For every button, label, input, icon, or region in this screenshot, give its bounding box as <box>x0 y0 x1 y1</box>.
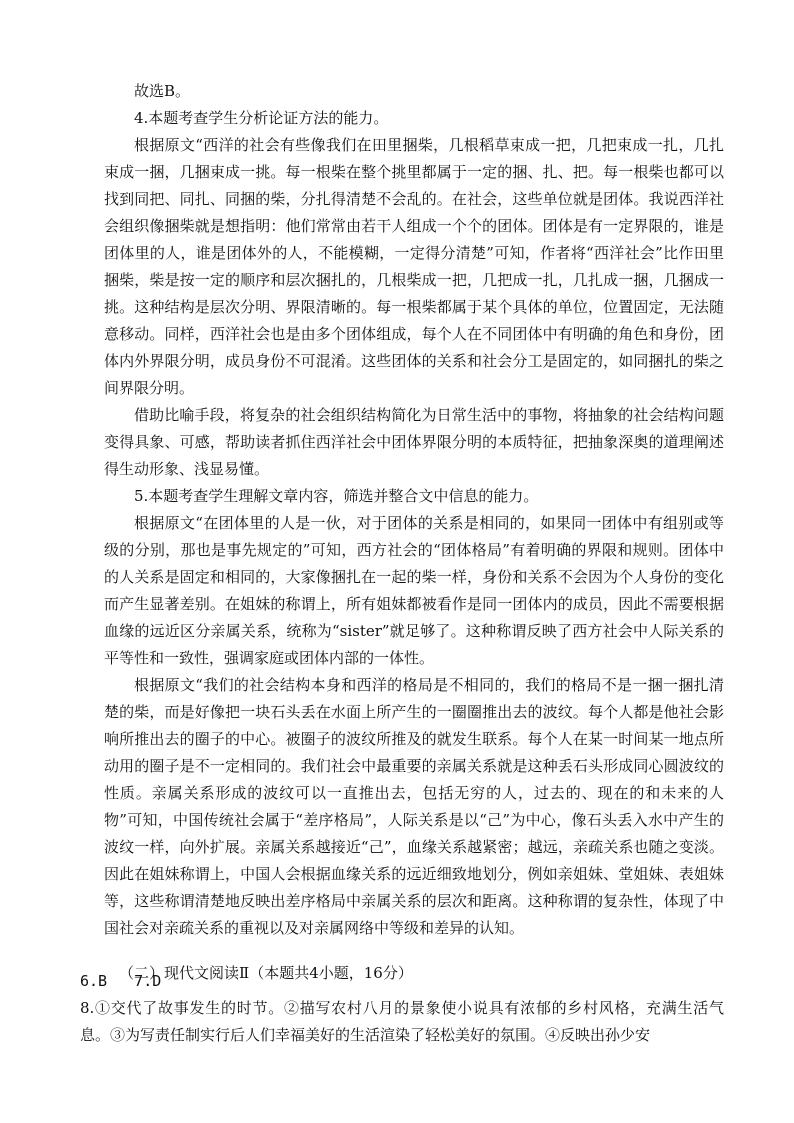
question-5-heading: 5.本题考查学生理解文章内容，筛选并整合文中信息的能力。 <box>134 487 539 505</box>
question-4-summary: 借助比喻手段，将复杂的社会组织结构简化为日常生活中的事物，将抽象的社会结构问题变得具象、可感，帮助读者抓住西洋社会中团体界限分明的本质特征，把抽象深奥的道理阐述得生动形象、浅显易懂。 <box>104 406 724 478</box>
document-body <box>104 78 724 987</box>
paragraph-conclusion-3: 故选B。 <box>134 82 191 100</box>
section-heading-reading-2: （二）现代文阅读Ⅱ（本题共4小题，16分） <box>119 964 413 982</box>
question-5-analysis-west: 根据原文“在团体里的人是一伙，对于团体的关系是相同的，如果同一团体中有组别或等级的分别，那也是事先规定的”可知，西方社会的“团体格局”有着明确的界限和规则。团体中的人关系是固定和相同的，大家像捆扎在一起的柴一样，身份和关系不会因为个人身份的变化而产生显著差别。在姐妹的称谓上，所有姐妹都被看作是同一团体内的成员，因此不需要根据血缘的远近区分亲属关系，统称为“sister”就足够了。这种称谓反映了西方社会中人际关系的平等性和一致性，强调家庭或团体内部的一体性。 <box>104 514 724 667</box>
answers-block <box>80 968 724 1049</box>
question-5-analysis-china: 根据原文“我们的社会结构本身和西洋的格局是不相同的，我们的格局不是一捆一捆扎清楚的柴，而是好像把一块石头丢在水面上所产生的一圈圈推出去的波纹。每个人都是他社会影响所推出去的圈子的中心。被圈子的波纹所推及的就发生联系。每个人在某一时间某一地点所动用的圈子是不一定相同的。我们社会中最重要的亲属关系就是这种丢石头形成同心圆波纹的性质。亲属关系形成的波纹可以一直推出去，包括无穷的人，过去的、现在的和未来的人物”可知，中国传统社会属于“差序格局”，人际关系是以“己”为中心，像石头丢入水中产生的波纹一样，向外扩展。亲属关系越接近“己”，血缘关系越紧密；越远，亲疏关系也随之变淡。因此在姐妹称谓上，中国人会根据血缘关系的远近细致地划分，例如亲姐妹、堂姐妹、表姐妹等，这些称谓清楚地反映出差序格局中亲属关系的层次和距离。这种称谓的复杂性，体现了中国社会对亲疏关系的重视以及对亲属网络中等级和差异的认知。 <box>104 676 724 937</box>
answers-6-7: 6.B 7.D <box>80 972 162 990</box>
question-4-analysis: 根据原文“西洋的社会有些像我们在田里捆柴，几根稻草束成一把，几把束成一扎，几扎束成一捆，几捆束成一挑。每一根柴在整个挑里都属于一定的捆、扎、把。每一根柴也都可以找到同把、同扎、同捆的柴，分扎得清楚不会乱的。在社会，这些单位就是团体。我说西洋社会组织像捆柴就是想指明：他们常常由若干人组成一个个的团体。团体是有一定界限的，谁是团体里的人，谁是团体外的人，不能模糊，一定得分清楚”可知，作者将“西洋社会”比作田里捆柴，柴是按一定的顺序和层次捆扎的，几根柴成一把，几把成一扎，几扎成一捆，几捆成一挑。这种结构是层次分明、界限清晰的。每一根柴都属于某个具体的单位，位置固定，无法随意移动。同样，西洋社会也是由多个团体组成，每个人在不同团体中有明确的角色和身份，团体内外界限分明，成员身份不可混淆。这些团体的关系和社会分工是固定的，如同捆扎的柴之间界限分明。 <box>104 136 724 397</box>
question-4-heading: 4.本题考查学生分析论证方法的能力。 <box>134 109 389 127</box>
question-8-answer: 8.①交代了故事发生的时节。②描写农村八月的景象使小说具有浓郁的乡村风格，充满生活气息。③为写责任制实行后人们幸福美好的生活渲染了轻松美好的氛围。④反映出孙少安 <box>80 999 724 1044</box>
